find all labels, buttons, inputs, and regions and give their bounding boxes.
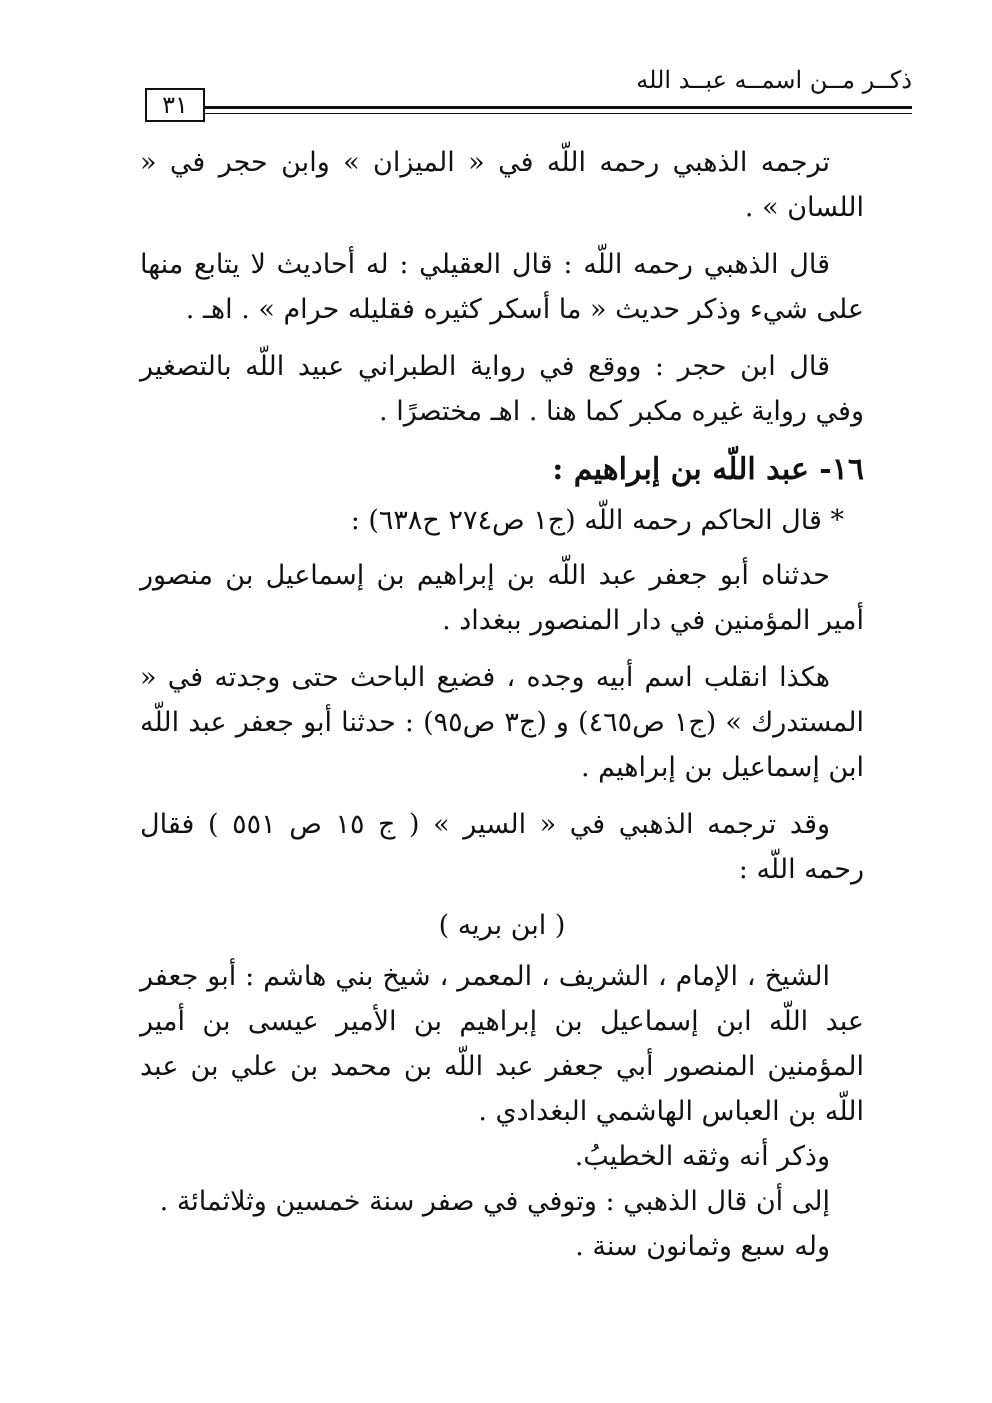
running-header-title: ذكــر مــن اسمــه عبــد الله	[636, 66, 912, 94]
entry-heading: ١٦- عبد اللّه بن إبراهيم :	[552, 452, 864, 487]
paragraph-4: حدثناه أبو جعفر عبد اللّه بن إبراهيم بن إسماعيل بن منصور أمير المؤمنين في دار المنصور ببغداد .	[140, 560, 864, 636]
paragraph-7: الشيخ ، الإمام ، الشريف ، المعمر ، شيخ بني هاشم : أبو جعفر عبد اللّه ابن إسماعيل بن إبراهيم بن الأمير عيسى بن أمير المؤمنين المنصور أبي جعفر عبد اللّه بن محمد بن علي بن عبد اللّه بن العباس الهاشمي البغدادي .	[140, 961, 864, 1127]
paragraph-3: قال ابن حجر : ووقع في رواية الطبراني عبيد اللّه بالتصغير وفي رواية غيره مكبر كما هنا . اهـ مختصرًا .	[140, 351, 864, 427]
citation-line: * قال الحاكم رحمه اللّه (ج١ ص٢٧٤ ح٦٣٨) :	[350, 505, 844, 536]
paragraph-2: قال الذهبي رحمه اللّه : قال العقيلي : له أحاديث لا يتابع منها على شيء وذكر حديث « ما أسكر كثيره فقليله حرام » . اهـ .	[140, 249, 864, 325]
body-text	[140, 140, 864, 1269]
paragraph-10: وله سبع وثمانون سنة .	[575, 1231, 830, 1262]
paragraph-1: ترجمه الذهبي رحمه اللّه في « الميزان » وابن حجر في « اللسان » .	[140, 147, 864, 223]
paragraph-9: إلى أن قال الذهبي : وتوفي في صفر سنة خمسين وثلاثمائة .	[159, 1186, 830, 1217]
section-title: ( ابن بريه )	[438, 910, 566, 941]
header-rule-thick	[205, 106, 912, 109]
paragraph-5: هكذا انقلب اسم أبيه وجده ، فضيع الباحث حتى وجدته في « المستدرك » (ج١ ص٤٦٥) و (ج٣ ص٩٥) : حدثنا أبو جعفر عبد اللّه ابن إسماعيل بن إبراهيم .	[140, 662, 864, 783]
page-number: ٣١	[145, 88, 205, 122]
paragraph-8: وذكر أنه وثقه الخطيبُ.	[574, 1141, 830, 1172]
header-rule-thin	[205, 113, 912, 114]
paragraph-6: وقد ترجمه الذهبي في « السير » ( ج ١٥ ص ٥٥١ ) فقال رحمه اللّه :	[140, 809, 864, 885]
